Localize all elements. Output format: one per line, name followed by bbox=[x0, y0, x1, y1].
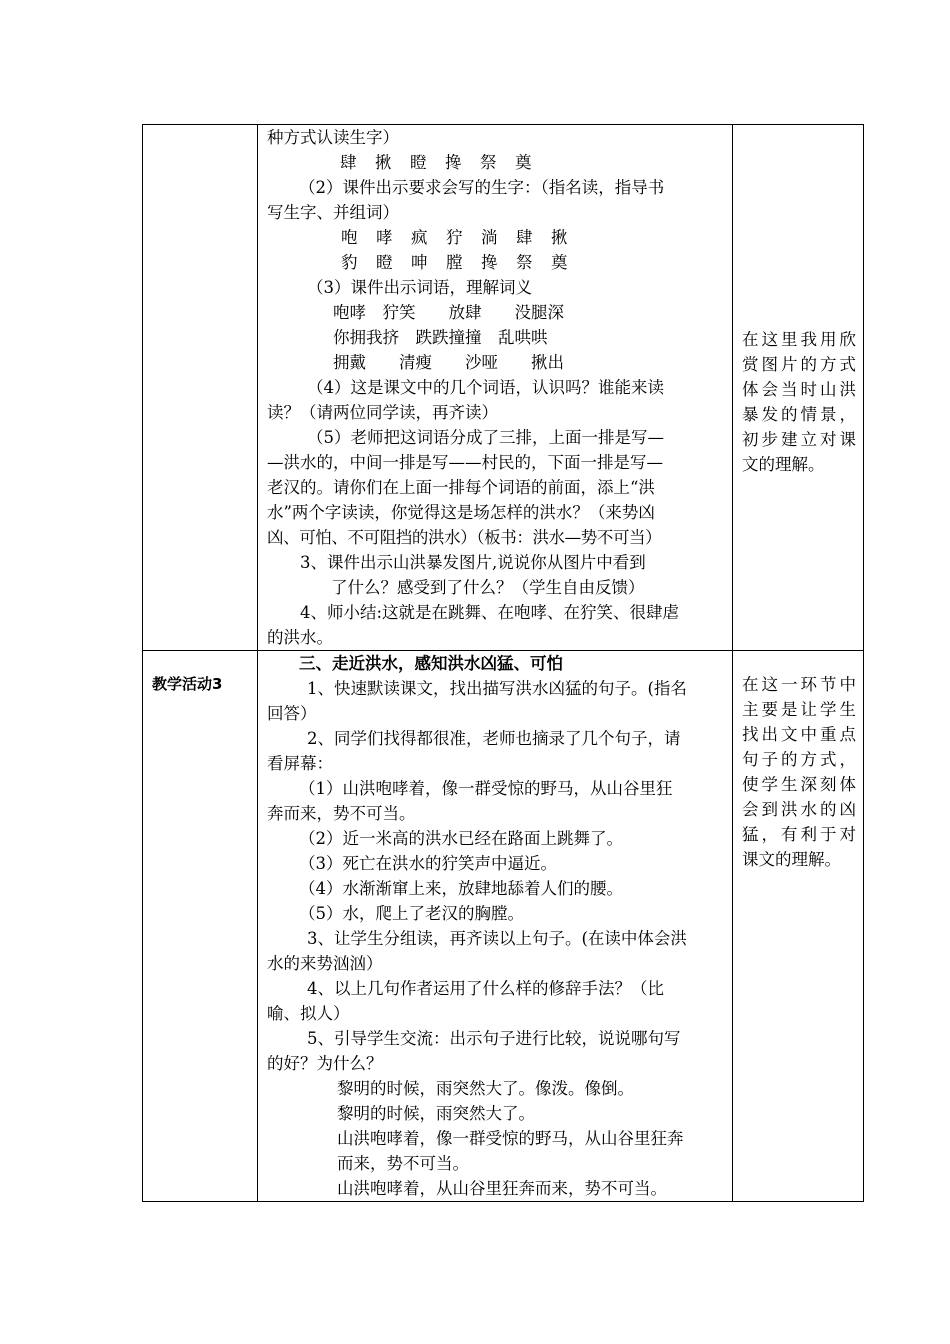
design-note: 在这里我用欣赏图片的方式体会当时山洪暴发的情景，初步建立对课文的理解。 bbox=[742, 329, 856, 474]
content-line: 黎明的时候，雨突然大了。 bbox=[337, 1104, 535, 1123]
content-line: 水”两个字读读，你觉得这是场怎样的洪水？（来势凶 bbox=[267, 503, 655, 522]
content-line: 了什么？感受到了什么？（学生自由反馈） bbox=[331, 578, 645, 597]
lesson-plan-table bbox=[142, 124, 864, 1202]
content-line: 的洪水。 bbox=[267, 628, 333, 647]
content-line: 的好？为什么？ bbox=[267, 1054, 383, 1073]
content-line: 奔而来，势不可当。 bbox=[267, 804, 416, 823]
content-line: 读？（请两位同学读，再齐读） bbox=[267, 403, 498, 422]
content-line: 拥戴 清瘦 沙哑 揪出 bbox=[333, 353, 564, 372]
table-row bbox=[143, 651, 864, 1202]
content-line: 而来，势不可当。 bbox=[337, 1154, 469, 1173]
content-line: （3）课件出示词语，理解词义 bbox=[307, 278, 532, 297]
content-line: 咆哮 狞笑 放肆 没腿深 bbox=[333, 303, 564, 322]
content-line: 3、让学生分组读，再齐读以上句子。(在读中体会洪 bbox=[307, 929, 687, 948]
content-line: 咆 哮 疯 狞 淌 肆 揪 bbox=[341, 228, 569, 247]
content-line: 水的来势汹汹） bbox=[267, 954, 383, 973]
content-line: 4、以上几句作者运用了什么样的修辞手法？（比 bbox=[307, 979, 664, 998]
content-line: 你拥我挤 跌跌撞撞 乱哄哄 bbox=[333, 328, 548, 347]
content-line: 2、同学们找得都很准，老师也摘录了几个句子，请 bbox=[307, 729, 681, 748]
content-line: 5、引导学生交流：出示句子进行比较，说说哪句写 bbox=[307, 1029, 681, 1048]
design-note-cell bbox=[733, 125, 864, 651]
content-line: 老汉的。请你们在上面一排每个词语的前面，添上“洪 bbox=[267, 478, 655, 497]
table-row bbox=[143, 125, 864, 651]
content-line: 1、快速默读课文，找出描写洪水凶猛的句子。(指名 bbox=[307, 679, 687, 698]
activity-content-cell bbox=[258, 125, 733, 651]
content-line: （5）老师把这词语分成了三排，上面一排是写— bbox=[307, 428, 664, 447]
content-line: 4、师小结:这就是在跳舞、在咆哮、在狞笑、很肆虐 bbox=[300, 603, 680, 622]
activity-label-cell-empty bbox=[143, 125, 258, 651]
content-line: （2）课件出示要求会写的生字：（指名读，指导书 bbox=[299, 178, 665, 197]
content-line: 凶、可怕、不可阻挡的洪水）（板书：洪水—势不可当） bbox=[267, 528, 662, 547]
content-line: （1）山洪咆哮着，像一群受惊的野马，从山谷里狂 bbox=[299, 779, 673, 798]
activity-content bbox=[258, 125, 732, 650]
content-line: 豹 瞪 呻 膛 搀 祭 奠 bbox=[341, 253, 569, 272]
section-heading: 三、走近洪水，感知洪水凶猛、可怕 bbox=[299, 654, 563, 673]
activity-label-cell bbox=[143, 651, 258, 1202]
content-line: （2）近一米高的洪水已经在路面上跳舞了。 bbox=[299, 829, 623, 848]
content-line: 黎明的时候，雨突然大了。像泼。像倒。 bbox=[337, 1079, 634, 1098]
content-line: 肆 揪 瞪 搀 祭 奠 bbox=[340, 153, 533, 172]
content-line: 写生字、并组词） bbox=[267, 203, 399, 222]
content-line: （4）水渐渐窜上来，放肆地舔着人们的腰。 bbox=[299, 879, 623, 898]
content-line: 种方式认读生字） bbox=[267, 128, 399, 147]
content-line: 山洪咆哮着，从山谷里狂奔而来，势不可当。 bbox=[337, 1179, 667, 1198]
content-line: （5）水，爬上了老汉的胸膛。 bbox=[299, 904, 524, 923]
content-line: （4）这是课文中的几个词语，认识吗？谁能来读 bbox=[307, 378, 664, 397]
design-note-cell bbox=[733, 651, 864, 1202]
design-note: 在这一环节中主要是让学生找出文中重点句子的方式，使学生深刻体会到洪水的凶猛，有利于对课文的理解。 bbox=[742, 675, 856, 869]
content-line: （3）死亡在洪水的狞笑声中逼近。 bbox=[299, 854, 557, 873]
content-line: 喻、拟人） bbox=[267, 1004, 350, 1023]
content-line: 看屏幕： bbox=[267, 754, 333, 773]
content-line: —洪水的，中间一排是写——村民的，下面一排是写— bbox=[267, 453, 663, 472]
content-line: 3、课件出示山洪暴发图片,说说你从图片中看到 bbox=[300, 553, 646, 572]
content-line: 回答） bbox=[267, 704, 317, 723]
activity-content-cell bbox=[258, 651, 733, 1202]
activity-content bbox=[258, 651, 732, 1201]
content-line: 山洪咆哮着，像一群受惊的野马，从山谷里狂奔 bbox=[337, 1129, 684, 1148]
activity-label: 教学活动3 bbox=[152, 675, 223, 693]
